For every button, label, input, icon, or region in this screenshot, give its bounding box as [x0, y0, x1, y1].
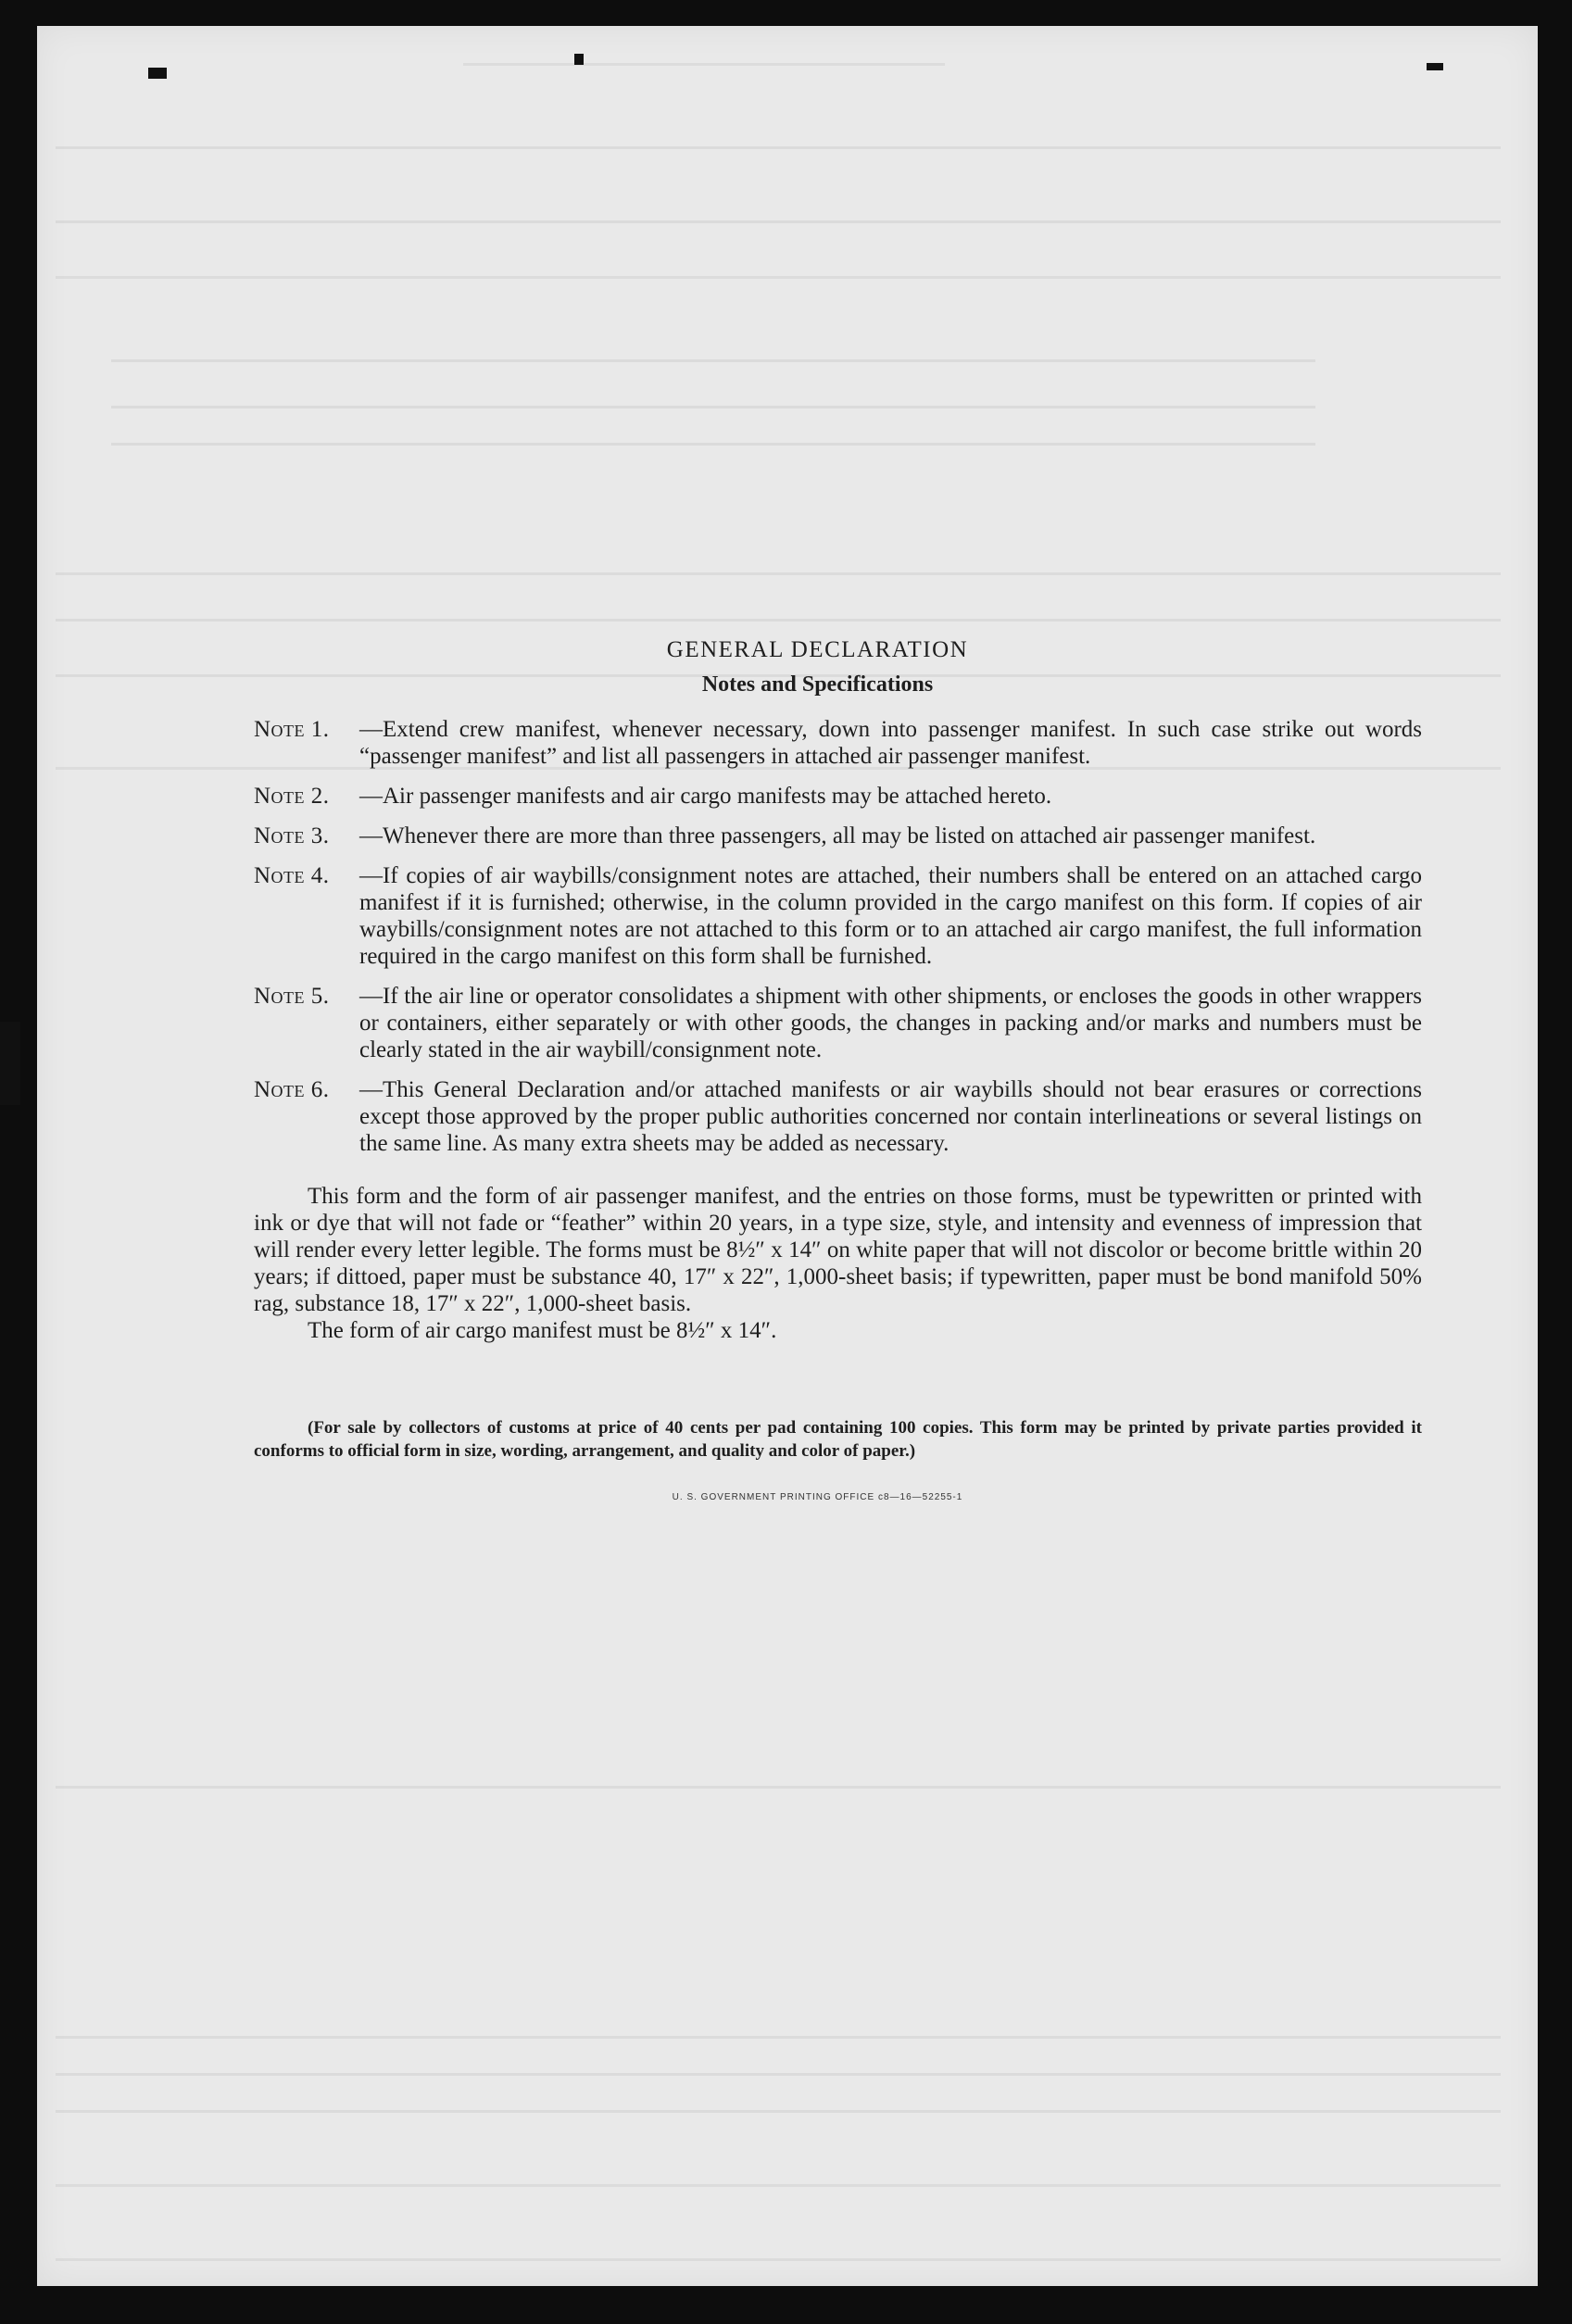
punch-mark	[1427, 63, 1443, 70]
punch-mark	[148, 68, 167, 79]
document-title: GENERAL DECLARATION	[666, 637, 969, 662]
note-label: Note 2.	[254, 784, 330, 809]
note-label: Note 3.	[254, 823, 330, 848]
sale-notice: (For sale by collectors of customs at price of 40 cents per pad containing 100 copies. This form may be printed by private parties provided it conforms to official form in size, wording, arrangement, and quality and color of paper.)	[254, 1418, 1422, 1461]
declaration-content	[213, 637, 1422, 1502]
note-2	[213, 783, 1422, 810]
note-text: —Extend crew manifest, whenever necessary, down into passenger manifest. In such case strike out words “passenger manifest” and list all passengers in attached air passenger manifest.	[359, 717, 1422, 769]
note-label: Note 1.	[254, 717, 330, 742]
note-4	[213, 862, 1422, 970]
note-1	[213, 716, 1422, 770]
note-text: —If the air line or operator consolidates a shipment with other shipments, or encloses the goods in other wrappers or containers, either separately or with other goods, the changes in packing and/or marks and numbers must be clearly stated in the air waybill/consignment note.	[359, 984, 1422, 1062]
note-6	[213, 1076, 1422, 1157]
printer-imprint: U. S. GOVERNMENT PRINTING OFFICE c8—16—52255-1	[672, 1492, 963, 1502]
cargo-manifest-size: The form of air cargo manifest must be 8½″ x 14″.	[308, 1318, 777, 1343]
binding-hole-mark	[0, 1022, 20, 1105]
note-3	[213, 823, 1422, 849]
note-text: —This General Declaration and/or attached manifests or air waybills should not bear erasures or corrections except those approved by the proper public authorities concerned nor contain interlineations or several listings on the same line. As many extra sheets may be added as necessary.	[359, 1077, 1422, 1156]
punch-mark	[574, 54, 584, 65]
document-page	[37, 26, 1538, 2286]
note-text: —If copies of air waybills/consignment notes are attached, their numbers shall be entered on an attached cargo manifest if it is furnished; otherwise, in the column provided in the cargo manifest on this form. If copies of air waybills/consignment notes are not attached to this form or to an attached air cargo manifest, the full information required in the cargo manifest on this form shall be furnished.	[359, 863, 1422, 969]
note-label: Note 4.	[254, 863, 330, 888]
note-label: Note 6.	[254, 1077, 330, 1102]
note-text: —Whenever there are more than three passengers, all may be listed on attached air passenger manifest.	[359, 823, 1316, 848]
note-5	[213, 983, 1422, 1063]
note-label: Note 5.	[254, 984, 330, 1009]
specifications-paragraph: This form and the form of air passenger manifest, and the entries on those forms, must be typewritten or printed with ink or dye that will not fade or “feather” within 20 years, in a type size, style, and intensity and evenness of impression that will render every letter legible. The forms must be 8½″ x 14″ on white paper that will not discolor or become brittle within 20 years; if dittoed, paper must be substance 40, 17″ x 22″, 1,000-sheet basis; if typewritten, paper must be bond manifold 50% rag, substance 18, 17″ x 22″, 1,000-sheet basis.	[254, 1184, 1422, 1316]
document-subtitle: Notes and Specifications	[701, 672, 934, 697]
note-text: —Air passenger manifests and air cargo manifests may be attached hereto.	[359, 784, 1052, 809]
